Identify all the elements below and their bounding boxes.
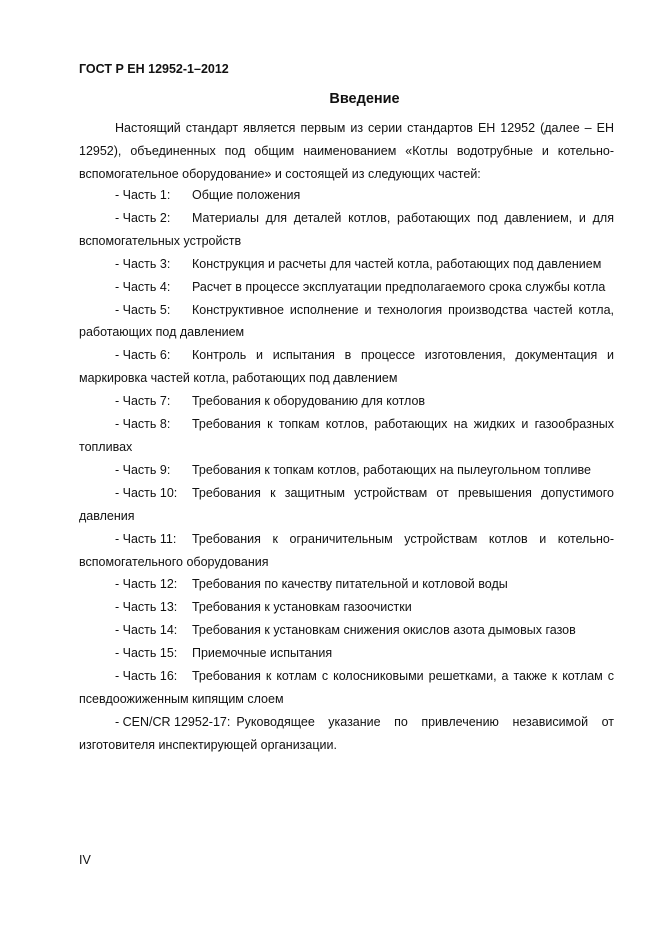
part-label: - Часть 8:: [115, 417, 171, 432]
list-item: [79, 619, 614, 642]
part-label: - Часть 4:: [115, 279, 171, 294]
part-text: Требования к ограничительным устройствам котлов и котельно-вспомогательного оборудования: [79, 531, 614, 569]
part-label: - Часть 15:: [115, 646, 178, 661]
list-item: [79, 184, 614, 207]
list-item: [79, 459, 614, 482]
document-code: ГОСТ Р ЕН 12952-1–2012: [79, 62, 229, 76]
part-label: - Часть 2:: [115, 210, 171, 225]
list-item: [79, 573, 614, 596]
part-text: Контроль и испытания в процессе изготовления, документация и маркировка частей котла, работающих под давлением: [79, 348, 614, 386]
part-label: - Часть 6:: [115, 348, 171, 363]
list-item: [79, 413, 614, 459]
part-text: Требования к топкам котлов, работающих на пылеугольном топливе: [192, 462, 591, 477]
part-label: - CEN/CR 12952-17:: [115, 714, 231, 729]
part-label: - Часть 16:: [115, 669, 178, 684]
part-text: Расчет в процессе эксплуатации предполагаемого срока службы котла: [192, 279, 606, 294]
part-label: - Часть 12:: [115, 577, 178, 592]
part-label: - Часть 9:: [115, 462, 171, 477]
part-text: Требования к топкам котлов, работающих на жидких и газообразных топливах: [79, 417, 614, 454]
intro-paragraph: Настоящий стандарт является первым из серии стандартов ЕН 12952 (далее – ЕН 12952), объединенных под общим наименованием «Котлы водотрубные и котельно-вспомогательное оборудование» и состоящей из следующих частей:: [79, 121, 614, 181]
part-text: Общие положения: [192, 188, 301, 202]
part-text: Конструкция и расчеты для частей котла, работающих под давлением: [192, 256, 602, 271]
list-item: [79, 711, 614, 757]
part-label: - Часть 11:: [115, 531, 177, 546]
list-item: [79, 665, 614, 711]
part-text: Требования к защитным устройствам от превышения допустимого давления: [79, 485, 614, 523]
section-title: Введение: [329, 91, 400, 107]
part-text: Требования к установкам снижения окислов азота дымовых газов: [192, 623, 576, 638]
list-item: [79, 344, 614, 390]
list-item: [79, 299, 614, 345]
part-text: Требования к оборудованию для котлов: [192, 394, 426, 409]
part-text: Требования по качеству питательной и котловой воды: [192, 577, 508, 592]
list-item: [79, 253, 614, 276]
list-item: [79, 482, 614, 528]
part-label: - Часть 10:: [115, 485, 178, 500]
list-item: [79, 528, 614, 574]
page-number: IV: [79, 853, 91, 867]
part-text: Материалы для деталей котлов, работающих под давлением, и для вспомогательных устройств: [79, 210, 614, 248]
list-item: [79, 642, 614, 665]
part-text: Конструктивное исполнение и технология производства частей котла, работающих под давлением: [79, 302, 614, 340]
part-label: - Часть 13:: [115, 600, 178, 615]
part-label: - Часть 5:: [115, 302, 171, 317]
part-label: - Часть 3:: [115, 256, 171, 271]
list-item: [79, 596, 614, 619]
part-label: - Часть 1:: [115, 188, 171, 202]
list-item: [79, 390, 614, 413]
list-item: [79, 276, 614, 299]
parts-list: [79, 184, 614, 757]
part-text: Руководящее указание по привлечению независимой от изготовителя инспектирующей организации.: [79, 714, 614, 752]
part-text: Требования к котлам с колосниковыми решетками, а также к котлам с псевдоожиженным кипящим слоем: [79, 669, 614, 706]
part-text: Требования к установкам газоочистки: [192, 600, 412, 615]
list-item: [79, 207, 614, 253]
part-text: Приемочные испытания: [192, 646, 333, 661]
part-label: - Часть 14:: [115, 623, 178, 638]
part-label: - Часть 7:: [115, 394, 171, 409]
